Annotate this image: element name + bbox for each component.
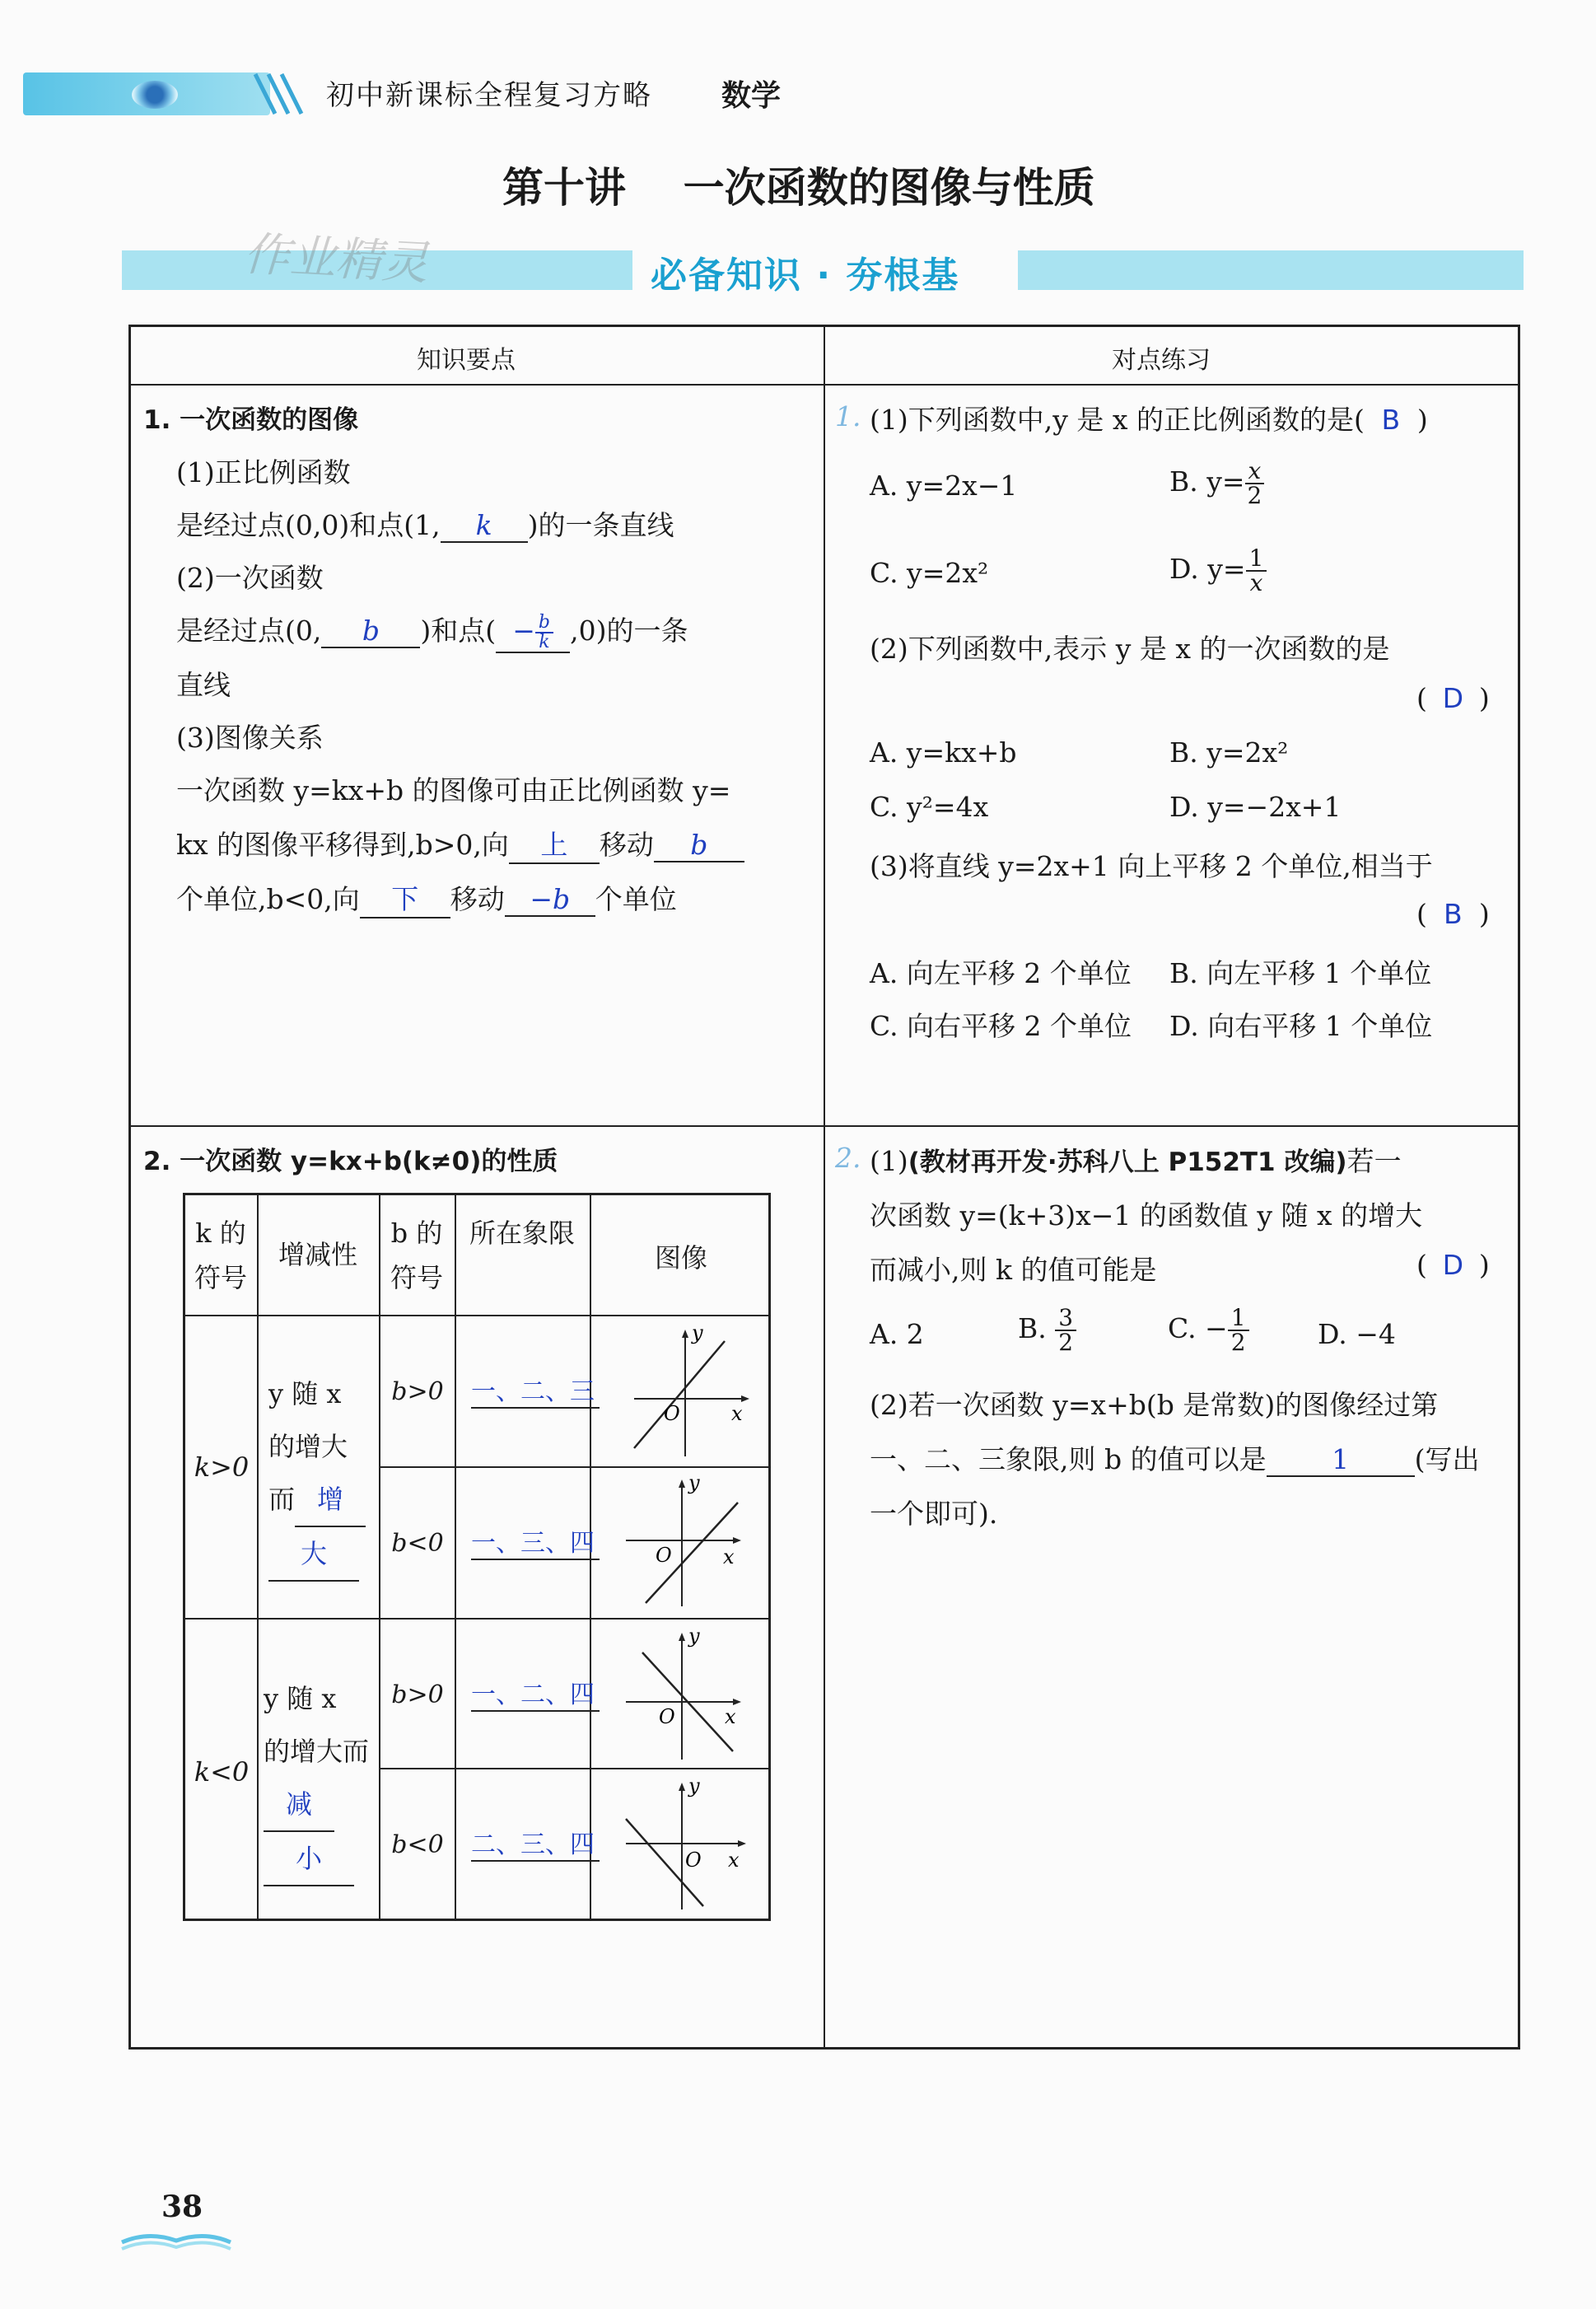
pt-trend-pos-text: y 随 x 的增大而 [268, 1378, 348, 1515]
pt-trend-neg-blank2: 小 [264, 1832, 354, 1886]
col-header-left: 知识要点 [417, 346, 516, 375]
p2-q1-b-num: 3 [1055, 1306, 1076, 1331]
p1-q1-text: (1)下列函数中,y 是 x 的正比例函数的是( [870, 404, 1365, 436]
k1-p3-blank-negb: −b [505, 883, 595, 917]
k1-p1-text [176, 504, 674, 543]
p1-q1-b-frac [1245, 457, 1265, 509]
p2-q1-b-den: 2 [1058, 1329, 1074, 1356]
pt-trend-neg [264, 1672, 371, 1886]
pt-row-b [379, 1768, 771, 1769]
p1-q3-answer-bracket: ( B ) [1416, 898, 1490, 930]
p1-q2-option-d: D. y=−2x+1 [1169, 791, 1342, 823]
pt-row3-b: b>0 [391, 1680, 444, 1709]
pt-header-quad: 所在象限 [469, 1218, 575, 1249]
pt-trend-pos-blank1: 增 [295, 1473, 366, 1527]
k1-p3-l3a: 个单位,b<0,向 [176, 883, 360, 915]
p2-q1-option-a: A. 2 [870, 1318, 924, 1350]
pt-row3-quad: 一、二、四 [471, 1674, 600, 1712]
col-header-right: 对点练习 [1112, 346, 1211, 375]
p1-q1-option-d [1169, 547, 1267, 595]
pt-trend-pos-blank2: 大 [268, 1527, 359, 1582]
p2-q1-line3: 而减小,则 k 的值可能是 [870, 1254, 1157, 1286]
p1-q1-b-num: x [1245, 460, 1265, 484]
footer-book-icon [119, 2227, 234, 2252]
watermark: 作业精灵 [242, 227, 430, 291]
p1-q1-option-b [1169, 457, 1264, 509]
p2-q1-c-num: 1 [1228, 1306, 1249, 1331]
p2-q1-line2: 次函数 y=(k+3)x−1 的函数值 y 随 x 的增大 [870, 1199, 1423, 1232]
k1-p3-l2b: 移动 [599, 829, 654, 861]
graph2-y: y [688, 1475, 700, 1494]
k1-p3-l2a: kx 的图像平移得到,b>0,向 [176, 829, 509, 861]
p1-q2-answer-bracket: ( D ) [1416, 682, 1490, 714]
p1-q1-answer: B [1381, 404, 1401, 436]
p1-q1-d-pre: D. y= [1169, 553, 1246, 585]
k1-p2-blank2-num: b [535, 614, 553, 633]
graph-kneg-bneg [618, 1778, 758, 1914]
p2-q1-source: (教材再开发·苏科八上 P152T1 改编) [908, 1147, 1347, 1177]
p1-q2-option-a: A. y=kx+b [870, 736, 1017, 769]
graph-kneg-bpos [618, 1628, 749, 1764]
pt-row4-b: b<0 [391, 1830, 444, 1859]
pt-row1-quad: 一、二、三 [471, 1371, 600, 1409]
pt-header-k: k 的符号 [194, 1218, 247, 1293]
page-number: 38 [161, 2190, 203, 2224]
p1-q1 [870, 399, 1428, 437]
p2-q2-line1: (2)若一次函数 y=x+b(b 是常数)的图像经过第 [870, 1389, 1439, 1421]
pt-k-pos: k>0 [194, 1451, 250, 1483]
graph1-o: O [664, 1402, 680, 1425]
k1-p2-text-d: 直线 [176, 669, 231, 701]
p1-q1-d-frac [1246, 547, 1267, 595]
section-title: 必备知识 · 夯根基 [651, 255, 960, 297]
p1-q1-b-den: 2 [1247, 482, 1262, 509]
p2-q1-c-den: 2 [1230, 1329, 1246, 1356]
p2-q2-line3: 一个即可). [870, 1498, 998, 1530]
k1-p2-text-b: )和点( [420, 615, 497, 647]
header-subject: 数学 [721, 79, 782, 113]
p1-q3-option-b: B. 向左平移 1 个单位 [1169, 957, 1432, 989]
p2-q1-option-b [1018, 1306, 1076, 1354]
pt-col3 [455, 1193, 456, 1921]
pt-header-b: b 的符号 [390, 1218, 443, 1293]
pt-row2-quad: 一、三、四 [471, 1522, 600, 1560]
k1-p1-text-a: 是经过点(0,0)和点(1, [176, 509, 441, 541]
k1-p2-label: (2)一次函数 [176, 562, 324, 594]
p1-q3: (3)将直线 y=2x+1 向上平移 2 个单位,相当于 [870, 850, 1433, 882]
p2-q1-b-frac [1055, 1306, 1076, 1354]
pt-row-mid [183, 1618, 771, 1620]
pt-row1-b: b>0 [391, 1377, 444, 1406]
p2-num: 2. [835, 1142, 861, 1174]
graph4-y: y [688, 1778, 700, 1797]
graph4-o: O [685, 1849, 702, 1872]
k1-p2-blank2 [496, 614, 570, 653]
k1-p3-line2 [176, 824, 744, 864]
graph1-y: y [692, 1325, 703, 1344]
pt-header-graph: 图像 [654, 1242, 707, 1274]
pt-trend-neg-blank1: 减 [264, 1778, 334, 1832]
graph-kpos-bneg [618, 1475, 749, 1611]
p1-q2-answer: D [1442, 682, 1464, 714]
p2-q2-l2b: (写出 [1414, 1443, 1480, 1475]
k1-p3-blank-up: 上 [509, 824, 600, 864]
divider-row [128, 1125, 1520, 1127]
k1-p3-l3c: 个单位 [595, 883, 677, 915]
pt-row2-b: b<0 [391, 1529, 444, 1558]
k1-p2-text-c: ,0)的一条 [570, 615, 688, 647]
pt-row-a [379, 1466, 771, 1468]
k1-p2-blank2-den: k [539, 632, 550, 652]
p2-q1-c-pre: C. − [1168, 1312, 1228, 1344]
k1-heading: 1. 一次函数的图像 [143, 405, 359, 435]
p1-q2-option-b: B. y=2x² [1169, 736, 1289, 769]
graph3-y: y [688, 1628, 700, 1648]
k1-p2-blank2-sign: − [512, 615, 535, 647]
pt-trend-pos [268, 1367, 371, 1582]
p2-q1-option-d: D. −4 [1318, 1318, 1396, 1350]
header-logo-icon [132, 81, 178, 109]
pt-col1 [257, 1193, 259, 1921]
p2-q2-line2 [870, 1438, 1479, 1477]
p2-q1-answer: D [1442, 1249, 1464, 1281]
k1-p3-line3 [176, 878, 677, 918]
divider-header [128, 384, 1520, 386]
k1-p2-blank2-frac [535, 614, 553, 652]
graph3-x: x [725, 1705, 736, 1728]
p1-q1-option-a: A. y=2x−1 [870, 470, 1018, 502]
pt-trend-neg-text: y 随 x 的增大而 [264, 1683, 370, 1767]
pt-row4-quad: 二、三、四 [471, 1824, 600, 1862]
p1-q2-option-c: C. y²=4x [870, 791, 989, 823]
k2-heading: 2. 一次函数 y=kx+b(k≠0)的性质 [143, 1147, 558, 1176]
k1-p1-text-b: )的一条直线 [527, 509, 674, 541]
k1-p3-line1: 一次函数 y=kx+b 的图像可由正比例函数 y= [176, 774, 731, 806]
k1-p2-blank1: b [321, 615, 420, 648]
p2-q1-answer-bracket: ( D ) [1416, 1249, 1490, 1281]
p2-q2-blank: 1 [1267, 1443, 1415, 1477]
k1-p1-label: (1)正比例函数 [176, 456, 351, 488]
k1-p1-blank: k [441, 509, 528, 543]
p2-q1-post: 若一 [1346, 1145, 1402, 1177]
p1-q3-answer: B [1444, 898, 1463, 930]
p2-q1-b-pre: B. [1018, 1312, 1047, 1344]
graph-kpos-bpos [626, 1325, 758, 1461]
pt-header-trend: 增减性 [278, 1239, 357, 1270]
p1-q3-option-d: D. 向右平移 1 个单位 [1169, 1010, 1433, 1042]
divider-vertical [824, 325, 825, 2050]
lecture-title: 第十讲 一次函数的图像与性质 [502, 163, 1095, 212]
p1-q1-close: ) [1416, 404, 1428, 436]
pt-k-neg: k<0 [194, 1756, 250, 1788]
p1-q3-option-c: C. 向右平移 2 个单位 [870, 1010, 1132, 1042]
k1-p3-blank-b: b [654, 829, 744, 862]
p1-q1-d-den: x [1249, 569, 1263, 596]
p1-q1-option-c: C. y=2x² [870, 557, 989, 589]
k1-p2-text [176, 610, 688, 653]
p1-q3-option-a: A. 向左平移 2 个单位 [870, 957, 1132, 989]
graph2-o: O [656, 1544, 672, 1567]
p1-q1-b-pre: B. y= [1169, 465, 1245, 498]
k1-p2-text-a: 是经过点(0, [176, 615, 322, 647]
header-book-title: 初中新课标全程复习方略 [326, 79, 652, 112]
p1-q1-d-num: 1 [1246, 547, 1267, 572]
header-slash-icon [247, 71, 313, 117]
p2-q1-option-c [1168, 1306, 1249, 1354]
pt-row-header [183, 1315, 771, 1316]
k1-p3-l3b: 移动 [450, 883, 505, 915]
p1-num: 1. [835, 400, 861, 432]
graph4-x: x [728, 1849, 740, 1872]
graph3-o: O [659, 1705, 675, 1728]
k1-p3-blank-down: 下 [360, 878, 450, 918]
p2-q1-pre: (1) [870, 1145, 908, 1177]
section-banner-right [1018, 250, 1524, 290]
graph2-x: x [723, 1545, 735, 1568]
p2-q1-c-frac [1228, 1306, 1249, 1354]
k1-p3-label: (3)图像关系 [176, 722, 324, 754]
p1-q2: (2)下列函数中,表示 y 是 x 的一次函数的是 [870, 633, 1390, 665]
graph1-x: x [731, 1402, 743, 1425]
p2-q1 [870, 1140, 1402, 1179]
p2-q2-l2a: 一、二、三象限,则 b 的值可以是 [870, 1443, 1267, 1475]
